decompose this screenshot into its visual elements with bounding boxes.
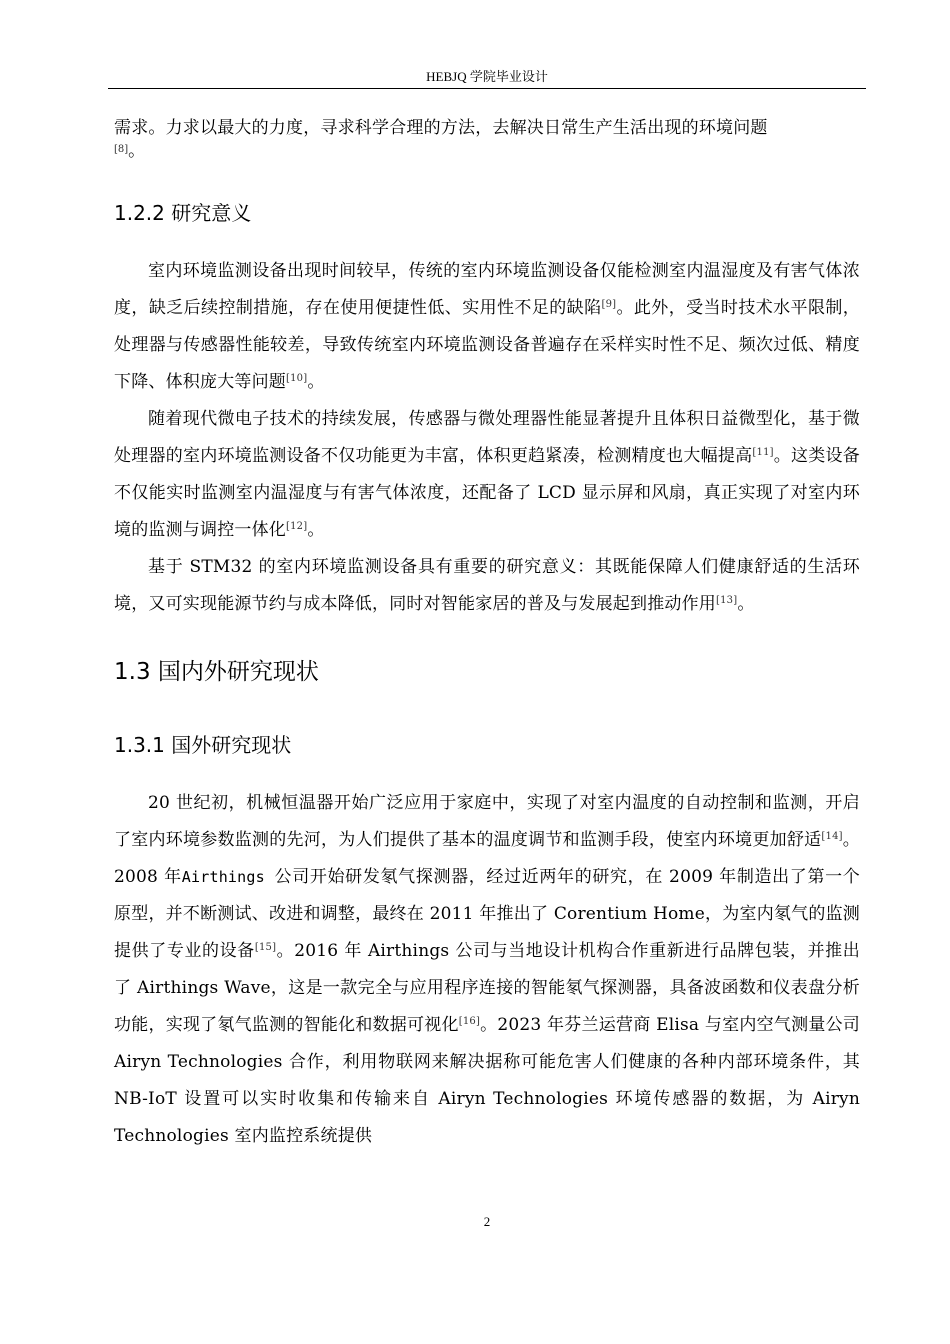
page-content [114, 110, 860, 1155]
citation: [12] [286, 521, 308, 532]
citation: [11] [752, 447, 774, 458]
paragraph: 随着现代微电子技术的持续发展，传感器与微处理器性能显著提升且体积日益微型化，基于微处理器的室内环境监测设备不仅功能更为丰富，体积更趋紧凑，检测精度也大幅提高[11]。这类设备不仅能实时监测室内温湿度与有害气体浓度，还配备了 LCD 显示屏和风扇，真正实现了对室内环境的监测与调控一体化[12]。 [114, 409, 861, 540]
citation: [13] [716, 595, 738, 606]
citation: [8] [114, 144, 129, 155]
header-rule [108, 88, 866, 89]
section-heading-1-2-2: 1.2.2 研究意义 [114, 201, 252, 225]
page-header: HEBJQ 学院毕业设计 [426, 69, 548, 84]
monospace-term: Airthings [181, 868, 275, 886]
section-heading-1-3: 1.3 国内外研究现状 [114, 659, 319, 685]
paragraph: 20 世纪初，机械恒温器开始广泛应用于家庭中，实现了对室内温度的自动控制和监测，开启了室内环境参数监测的先河，为人们提供了基本的温度调节和监测手段，使室内环境更加舒适[14]。2008 年Airthings 公司开始研发氡气探测器，经过近两年的研究，在 2009 年制造出了第一个原型，并不断测试、改进和调整，最终在 2011 年推出了 Corentium Home，为室内氡气的监测提供了专业的设备[15]。2016 年 Airthings 公司与当地设计机构合作重新进行品牌包装，并推出了 Airthings Wave，这是一款完全与应用程序连接的智能氡气探测器，具备波函数和仪表盘分析功能，实现了氡气监测的智能化和数据可视化[16]。2023 年芬兰运营商 Elisa 与室内空气测量公司 Airyn Technologies 合作，利用物联网来解决据称可能危害人们健康的各种内部环境条件，其 NB-IoT 设置可以实时收集和传输来自 Airyn Technologies 环境传感器的数据，为 Airyn Technologies 室内监控系统提供 [114, 793, 861, 1146]
citation: [14] [821, 831, 843, 842]
citation: [9] [601, 299, 617, 310]
section-heading-1-3-1: 1.3.1 国外研究现状 [114, 733, 292, 757]
citation: [15] [254, 942, 277, 953]
citation: [10] [286, 373, 308, 384]
paragraph: 基于 STM32 的室内环境监测设备具有重要的研究意义：其既能保障人们健康舒适的生活环境，又可实现能源节约与成本降低，同时对智能家居的普及与发展起到推动作用[13]。 [114, 557, 860, 614]
page-number: 2 [483, 1214, 491, 1229]
continued-paragraph-citation: [8]。 [114, 141, 146, 161]
paragraph: 室内环境监测设备出现时间较早，传统的室内环境监测设备仅能检测室内温湿度及有害气体浓度，缺乏后续控制措施，存在使用便捷性低、实用性不足的缺陷[9]。此外，受当时技术水平限制，处理器与传感器性能较差，导致传统室内环境监测设备普遍存在采样实时性不足、频次过低、精度下降、体积庞大等问题[10]。 [114, 261, 860, 392]
continued-paragraph: 需求。力求以最大的力度，寻求科学合理的方法，去解决日常生产生活出现的环境问题 [114, 118, 768, 138]
citation: [16] [458, 1016, 481, 1027]
